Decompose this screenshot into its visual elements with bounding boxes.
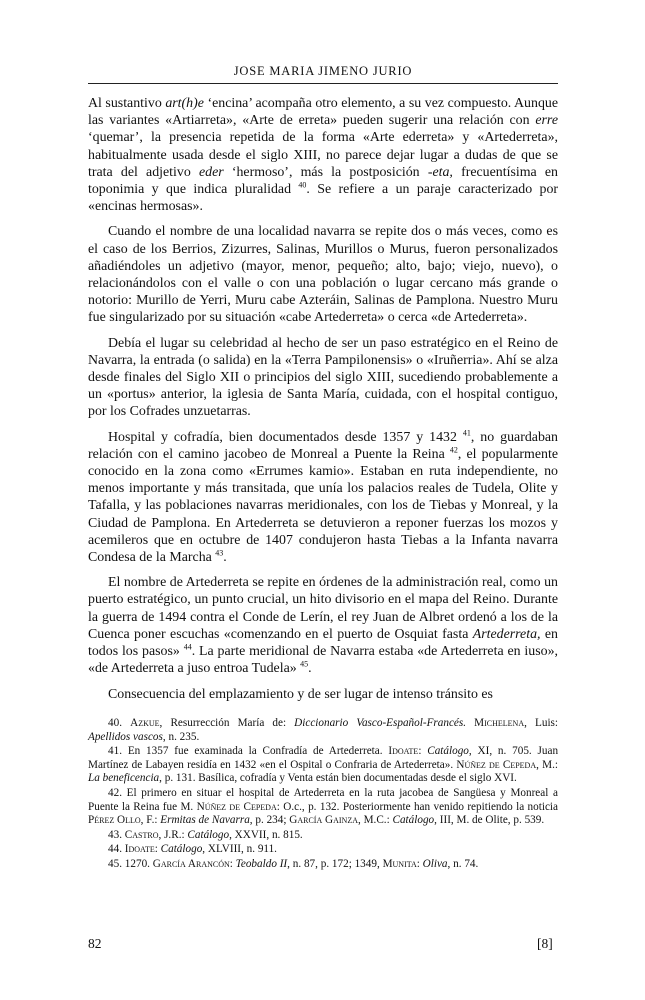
work-title: Catálogo <box>160 843 203 856</box>
footnote-41 <box>88 745 558 786</box>
work-title: Diccionario Vasco-Español-Francés. <box>294 717 467 729</box>
footnote-ref[interactable]: 43 <box>215 548 224 558</box>
text-run: . La parte meridional de Navarra estaba «de Artederreta en iuso», «de Artederreta a juso entroa Tudela» <box>88 644 558 677</box>
paragraph-5 <box>88 574 558 677</box>
footnote-number: 42. <box>108 786 122 799</box>
work-title: Apellidos vascos <box>88 730 163 743</box>
work-title: Oliva <box>422 857 448 870</box>
text-run: : <box>416 857 423 870</box>
text-run: . <box>223 550 227 566</box>
running-header: JOSE MARIA JIMENO JURIO <box>233 64 413 78</box>
footnote-43 <box>88 829 558 843</box>
paragraph-3: Debía el lugar su celebridad al hecho de ser un paso estratégico en el Reino de Navarra, la entrada (o salida) en la «Terra Pampilonensis» o «Iruñerria». Ahí se alza desde finales del Siglo XII o principios del siglo XIII, sucediendo probablemente a un «portus» anterior, la iglesia de Santa María, cuidada, con el hospital contiguo, por los Cofrades unzuetarras. <box>88 335 558 420</box>
work-title: Teobaldo II <box>235 857 288 870</box>
footnote-ref[interactable]: 44 <box>183 642 192 652</box>
work-title: Catálogo <box>392 814 435 827</box>
page-number: 82 <box>88 936 102 951</box>
footnote-number: 40. <box>108 717 122 729</box>
text-run: , p. 131. Basílica, cofradía y Venta están bien documentadas desde el siglo XVI. <box>159 772 517 785</box>
paragraph-6: Consecuencia del emplazamiento y de ser lugar de intenso tránsito es <box>108 686 493 702</box>
text-run: 1270. <box>124 857 153 870</box>
term-italic: Artederreta, <box>472 626 541 642</box>
footnote-40 <box>88 717 558 744</box>
text-run: , XLVIII, n. 911. <box>202 843 277 856</box>
text-run: Hospital y cofradía, bien documentados desde 1357 y 1432 <box>108 429 463 445</box>
text-run: Al sustantivo <box>88 96 166 111</box>
work-title: La beneficencia <box>88 772 160 785</box>
text-run: , III, M. de Olite, p. 539. <box>434 814 545 827</box>
author-name: Pérez Ollo <box>88 814 141 827</box>
footnote-number: 43. <box>108 828 122 841</box>
text-run: ‘quemar’, la presencia repetida de la forma «Arte ederreta» y «Artederreta», habitualmente usada desde el siglo XIII, no parece dejar lugar a dudas de que se trata del adjetivo <box>88 130 558 180</box>
author-name: García Gainza <box>289 814 358 827</box>
footnote-45 <box>88 858 558 872</box>
author-name: Castro <box>124 828 159 841</box>
text-run: , no guardaban relación con el camino jacobeo de Monreal a Puente la Reina <box>88 429 558 462</box>
text-run: , XXVII, n. 815. <box>229 828 303 841</box>
text-run: en todos los pasos» <box>88 626 558 660</box>
paragraph-2: Cuando el nombre de una localidad navarra se repite dos o más veces, como es el caso de los Berrios, Zizurres, Salinas, Murillos o Murus, fueron personalizados añadiéndoles un adjetivo (mayor, menor, pequeño; alto, bajo; viejo, nuevo), o relacionándolos con el valle o con una población o lugar cercano más grande o notorio: Murillo de Yerri, Muru cabe Azteráin, Salinas de Pamplona. Nuestro Muru fue singularizado por su situación «cabe Artederreta» o cerca «de Artederreta». <box>88 224 558 326</box>
term-italic: erre <box>535 113 558 129</box>
text-run: , F.: <box>140 814 161 827</box>
author-name: Núñez de Cepeda <box>196 800 277 813</box>
text-run: ‘encina’ acompaña otro elemento, a su vez compuesto. Aunque las variantes «Artiarreta», «Arte de erreta» pueden sugerir una relación con <box>88 96 559 129</box>
work-title: Ermitas de Navarra <box>160 814 250 827</box>
text-run: , M.: <box>536 758 558 771</box>
text-run: , el popularmente conocido en la zona como «Errumes kamio». Estaban en ruta independiente, no menos importante y más transitada, que unía los palacios reales de Tudela, Olite y Tafalla, y las poblaciones navarras meridionales, con los de Tiebas y Monreal, y la Ciudad de Pamplona. En Artederreta se detuvieron a reponer fuerzas los mozos y acemileros que en octubre de 1407 condujeron hasta Tiebas a la Infanta navarra Condesa de la Marcha <box>88 446 558 566</box>
text-run: , M.C.: <box>357 814 393 827</box>
footnotes <box>88 717 558 873</box>
author-name: García Arancón <box>152 857 230 870</box>
term-italic: -eta, <box>427 164 453 180</box>
paragraph-1 <box>88 95 558 215</box>
author-name: Núñez de Cepeda <box>456 758 537 771</box>
text-run: . <box>308 661 312 677</box>
text-run: , Resurrección María de: <box>159 717 295 729</box>
term-italic: art(h)e <box>165 96 204 111</box>
text-run: : O.c., p. 132. Posteriormente han venido repitiendo la noticia <box>276 800 558 813</box>
text-run: , p. 234; <box>249 814 290 827</box>
work-title: Catálogo <box>187 828 230 841</box>
text-run: En 1357 fue examinada la Confradía de Artederreta. <box>127 745 389 758</box>
author-name: Idoate <box>388 745 419 758</box>
author-name: Idoate <box>124 843 155 856</box>
footnote-number: 45. <box>108 857 122 870</box>
section-number: [8] <box>537 936 553 951</box>
footnote-42 <box>88 787 558 828</box>
footnote-number: 41. <box>108 745 122 758</box>
footnote-ref[interactable]: 41 <box>462 428 471 438</box>
text-run: , XI, n. 705. Juan Martínez de Labayen residía en 1432 «en el Ospital o Confraria de Artederreta». <box>88 745 559 771</box>
work-title: Catálogo <box>427 745 469 758</box>
author-name: Munita <box>382 857 417 870</box>
paragraph-4 <box>88 429 558 567</box>
text-run: , n. 87, p. 172; 1349, <box>287 857 383 870</box>
text-run: ‘hermoso’, más la postposición <box>223 164 428 180</box>
main-text <box>88 95 558 711</box>
author-name: Michelena <box>474 717 525 729</box>
text-run <box>466 717 474 729</box>
text-run: : <box>229 857 236 870</box>
footnote-ref[interactable]: 42 <box>449 445 458 455</box>
header-rule <box>88 83 558 84</box>
text-run: El nombre de Artederreta se repite en órdenes de la administración real, como un puerto estratégico, un punto crucial, un hito divisorio en el mapa del Reino. Durante la guerra de 1494 contra el Conde de Lerín, el rey Juan de Albret ordenó a los de la Cuenca poner escuchas «comenzando en el puerto de Osquiat fasta <box>88 575 558 642</box>
footnote-ref[interactable]: 40 <box>298 180 307 190</box>
footnote-ref[interactable]: 45 <box>300 659 309 669</box>
footnote-44 <box>88 843 558 857</box>
footnote-number: 44. <box>108 843 122 856</box>
text-run: , n. 74. <box>447 857 479 870</box>
text-run: , Luis: <box>524 717 559 729</box>
author-name: Azkue <box>130 717 160 729</box>
text-run: . Se refiere a un paraje caracterizado por «encinas hermosas». <box>88 182 559 215</box>
term-italic: eder <box>198 164 224 180</box>
text-run: frecuentísima en toponimia y que indica pluralidad <box>88 164 558 198</box>
text-run: , J.R.: <box>158 828 188 841</box>
text-run: El primero en situar el hospital de Artederreta en la ruta jacobea de Sangüesa y Monreal a Puente la Reina fue M. <box>88 786 558 813</box>
text-run: , n. 235. <box>162 730 200 743</box>
text-run: : <box>418 745 428 758</box>
text-run: : <box>154 843 161 856</box>
